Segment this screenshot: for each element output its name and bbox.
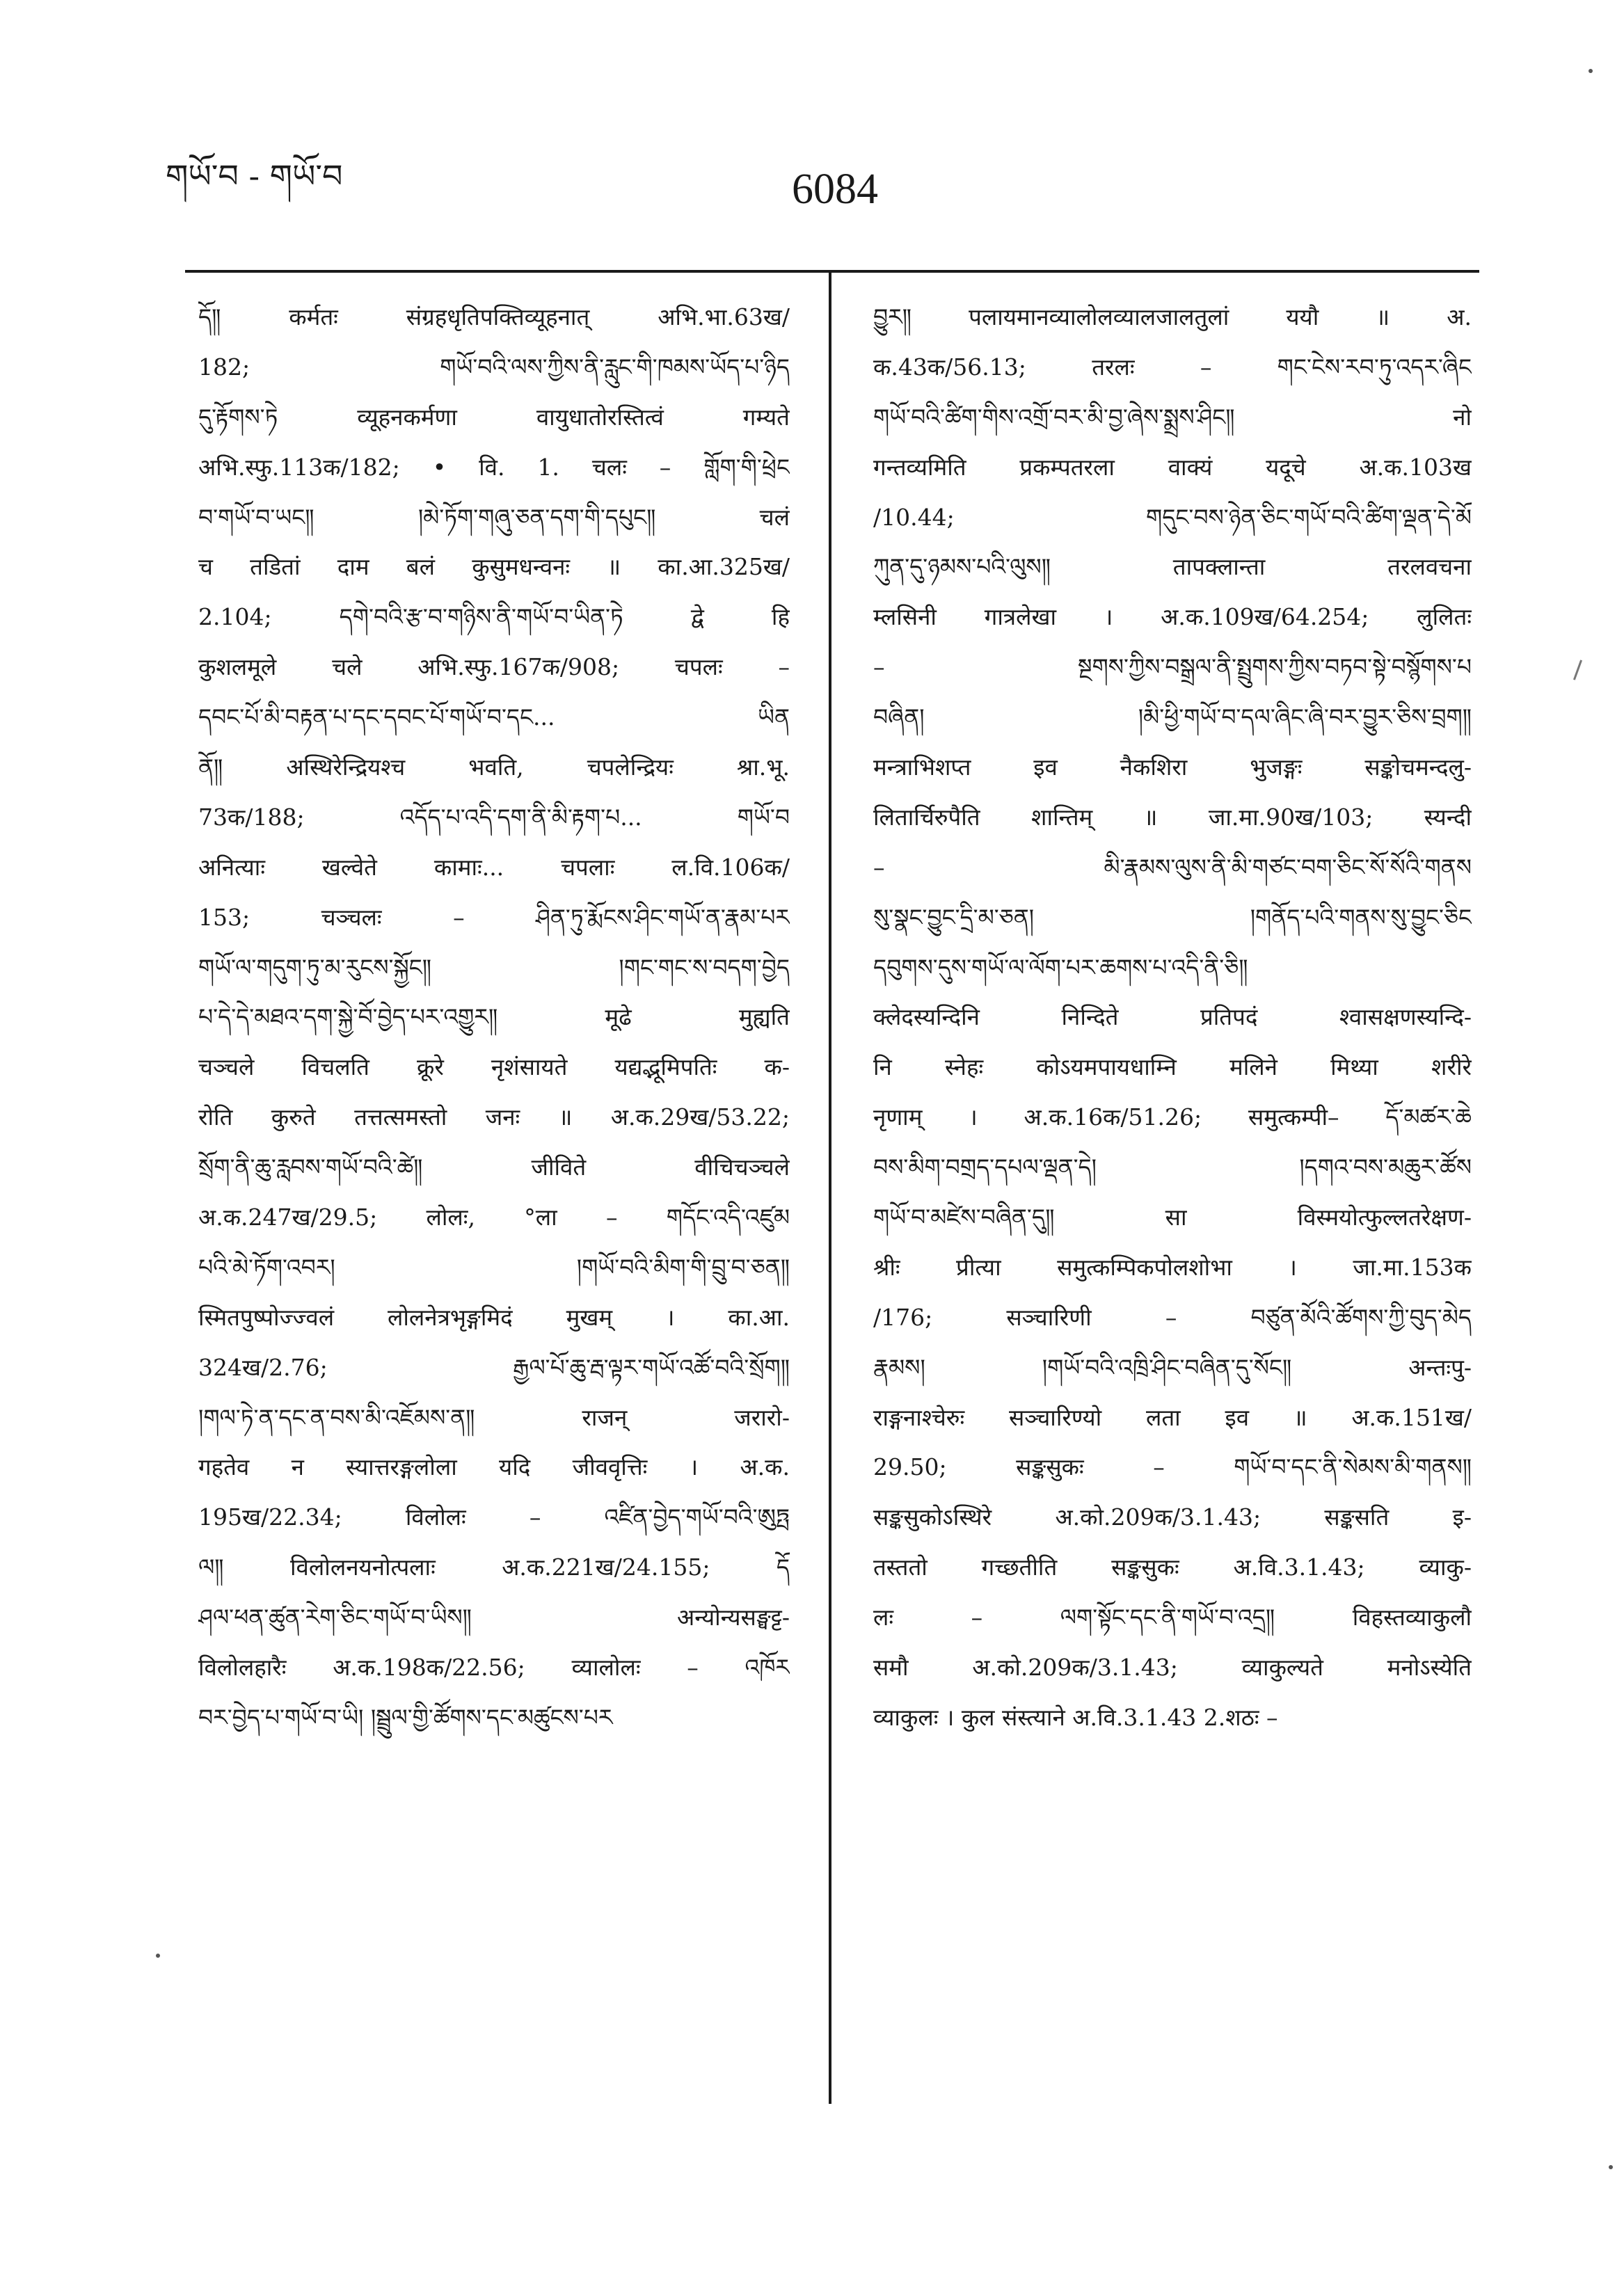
text-line: བས་མིག་བགྲད་དཔལ་ལྡན་དེ། །དགའ་བས་མཆུར་ཚོས: [873, 1154, 1472, 1181]
text-line: गन्तव्यमिति प्रकम्पतरला वाक्यं यदूचे अ.क.103ख: [873, 453, 1472, 481]
text-line: कुशलमूले चले अभि.स्फु.167क/908; चपलः –: [198, 653, 790, 681]
header-rule: [185, 270, 1479, 273]
text-line: गहतेव न स्यात्तरङ्गलोला यदि जीववृत्तिः । अ.क.: [198, 1453, 790, 1481]
text-line: /10.44; གདུང་བས་ཉེན་ཅིང་གཡོ་བའི་ཚིག་ལྡན་དེ་མོ: [873, 503, 1472, 531]
text-line: 2.104; དགེ་བའི་རྩ་བ་གཉིས་ནི་གཡོ་བ་ཡིན་ཏེ द्वे हि: [198, 603, 790, 631]
text-line: लितार्चिरुपैति शान्तिम् ॥ जा.मा.90ख/103; स्यन्दी: [873, 803, 1472, 831]
text-line: 29.50; सङ्कसुकः – གཡོ་བ་དང་ནི་སེམས་མི་གནས༎: [873, 1453, 1472, 1481]
text-line: च तडितां दाम बलं कुसुमधन्वनः ॥ का.आ.325ख/: [198, 553, 790, 581]
text-line: ནོ༎ अस्थिरेन्द्रियश्च भवति, चपलेन्द्रियः श्रा.भू.: [198, 753, 790, 781]
text-line: 73क/188; འདོད་པ་འདི་དག་ནི་མི་རྟག་པ... གཡོ་བ: [198, 803, 790, 831]
page-number: 6084: [792, 166, 878, 213]
text-line: དབུགས་དུས་གཡོ་ལ་ལོག་པར་ཆགས་པ་འདི་ནི་ཅི༎: [873, 953, 1248, 981]
text-line: क.43क/56.13; तरलः – གང་ངེས་རབ་ཏུ་འདར་ཞིང: [873, 353, 1472, 381]
text-line: रोति कुरुते तत्तत्समस्तो जनः ॥ अ.क.29ख/53.22;: [198, 1103, 790, 1131]
text-line: གཡོ་བ་མཛེས་བཞིན་དུ༎ सा विस्मयोत्फुल्लतरेक्षण-: [873, 1204, 1472, 1231]
text-line: བྱུར༎ पलायमानव्यालोलव्यालजालतुलां ययौ ॥ अ.: [873, 303, 1472, 330]
text-line: །གལ་ཏེ་ན་དང་ན་བས་མི་འཇོམས་ན༎ राजन् जरारो-: [198, 1403, 790, 1431]
text-line: राङ्गनाश्चेरुः सञ्चारिण्यो लता इव ॥ अ.क.151ख/: [873, 1403, 1472, 1431]
text-line: समौ अ.को.209क/3.1.43; व्याकुल्यते मनोऽस्येति: [873, 1654, 1472, 1682]
text-line: དུ་རྟོགས་ཏེ व्यूहनकर्मणा वायुधातोरस्तित्वं गम्यते: [198, 403, 790, 431]
text-line: स्मितपुष्पोज्ज्वलं लोलनेत्रभृङ्गमिदं मुखम् । का.आ.: [198, 1303, 790, 1331]
text-line: सङ्कसुकोऽस्थिरे अ.को.209क/3.1.43; सङ्कसति इ-: [873, 1503, 1472, 1531]
text-line: པའི་མེ་ཏོག་འབར། །གཡོ་བའི་མིག་གི་བྲུ་བ་ཅན༎: [198, 1253, 790, 1281]
text-line: ཤལ་ཕན་ཚུན་རེག་ཅིང་གཡོ་བ་ཡིས༎ अन्योन्यसङ्घट्ट-: [198, 1604, 790, 1631]
text-line: – སྔགས་ཀྱིས་བསྒྲལ་ནི་སྤྲུགས་ཀྱིས་བཏབ་སྟེ་བསྙོགས་པ: [873, 653, 1472, 681]
text-line: རྣམས། །གཡོ་བའི་འཁྲི་ཤིང་བཞིན་དུ་སོང༎ अन्तःपु-: [873, 1353, 1472, 1381]
text-line: अनित्याः खल्वेते कामाः... चपलाः ल.वि.106क/: [198, 853, 790, 881]
text-line: विलोलहारैः अ.क.198क/22.56; व्यालोलः – འཁོར: [198, 1654, 790, 1682]
left-column: [198, 292, 790, 1743]
text-line: लः – ལག་སྟོང་དང་ནི་གཡོ་བ་འདྲ༎ विहस्तव्याकुलौ: [873, 1604, 1472, 1631]
text-line: चञ्चले विचलति क्रूरे नृशंसायते यद्यद्भूमिपतिः क-: [198, 1053, 790, 1081]
text-line: སུ་སྣང་བྱུང་དྲི་མ་ཅན། །གནོད་པའི་གནས་སུ་བྱུང་ཅིང: [873, 903, 1472, 931]
text-line: 182; གཡོ་བའི་ལས་ཀྱིས་ནི་རླུང་གི་ཁམས་ཡོད་པ་ཉིད: [198, 353, 790, 381]
scan-speck: [1609, 2165, 1613, 2169]
text-line: म्लसिनी गात्रलेखा । अ.क.109ख/64.254; लुलितः: [873, 603, 1472, 631]
running-head: གཡོ་བ - གཡོ་བ: [166, 157, 343, 195]
text-line: क्लेदस्यन्दिनि निन्दिते प्रतिपदं श्वासक्षणस्यन्दि-: [873, 1003, 1472, 1031]
text-line: 153; चञ्चलः – ཤིན་ཏུ་རྨོངས་ཤིང་གཡོ་ན་རྣམ་པར: [198, 903, 790, 931]
scan-speck: [156, 1954, 160, 1958]
text-line: སྲོག་ནི་ཆུ་རླབས་གཡོ་བའི་ཚེ༎ जीविते वीचिचञ्चले: [198, 1154, 790, 1181]
text-line: नि स्नेहः कोऽयमपायधाम्नि मलिने मिथ्या शरीरे: [873, 1053, 1472, 1081]
text-line: པ་དེ་དེ་མཐའ་དག་སྐྱེ་བོ་བྱེད་པར་འགྱུར༎ मूढे मुह्यति: [198, 1003, 790, 1031]
text-line: ཀུན་དུ་ཉམས་པའི་ལུས༎ तापक्लान्ता तरलवचना: [873, 553, 1472, 581]
text-line: अ.क.247ख/29.5; लोलः, °ला – གདོང་འདི་འཛུམ: [198, 1204, 790, 1231]
text-line: नृणाम् । अ.क.16क/51.26; समुत्कम्पी– དོ་མཚར་ཆེ: [873, 1103, 1472, 1131]
text-line: तस्ततो गच्छतीति सङ्कसुकः अ.वि.3.1.43; व्याकु-: [873, 1554, 1472, 1581]
text-line: གཡོ་ལ་གདུག་ཏུ་མ་རུངས་སྐྱོང༎ །གང་གང་ས་བདག་བྱེད: [198, 953, 790, 981]
text-line: 324ख/2.76; རྒྱལ་པོ་ཆུ་རྦ་ལྟར་གཡོ་འཚོ་བའི་སྲོག༎: [198, 1353, 790, 1381]
text-line: བར་བྱེད་པ་གཡོ་བ་ཡི། །སྦྲུལ་གྱི་ཚོགས་དང་མཚུངས་པར: [198, 1703, 613, 1731]
text-line: བཞིན། །མི་ཕྱི་གཡོ་བ་དལ་ཞིང་ཞི་བར་བྱུར་ཅིས་བྲག༎: [873, 703, 1472, 731]
text-line: व्याकुलः । कुल संस्त्याने अ.वि.3.1.43 2.शठः –: [873, 1703, 1278, 1731]
column-divider: [829, 273, 831, 2104]
text-line: ལ༎ विलोलनयनोत्पलाः अ.क.221ख/24.155; དོ: [198, 1554, 790, 1581]
text-line: अभि.स्फु.113क/182; • वि. 1. चलः – གློག་གི་ཕྲེང: [198, 453, 790, 481]
right-column: [873, 292, 1472, 1743]
text-line: བ་གཡོ་བ་ཡང༎ །མེ་ཏོག་གཞུ་ཅན་དག་གི་དཔུང༎ चलं: [198, 503, 790, 531]
text-line: དབང་པོ་མི་བརྟན་པ་དང་དབང་པོ་གཡོ་བ་དང... ཡིན: [198, 703, 790, 731]
text-line: – མི་རྣམས་ལུས་ནི་མི་གཙང་བག་ཅིང་སོ་སོའི་གནས: [873, 853, 1472, 881]
text-line: /176; सञ्चारिणी – བཙུན་མོའི་ཚོགས་ཀྱི་བུད་མེད: [873, 1303, 1472, 1331]
text-line: དོ༎ कर्मतः संग्रहधृतिपक्तिव्यूहनात् अभि.भा.63ख/: [198, 303, 790, 330]
scan-speck: [1589, 69, 1593, 73]
text-line: श्रीः प्रीत्या समुत्कम्पिकपोलशोभा । जा.मा.153क: [873, 1253, 1472, 1281]
text-line: मन्त्राभिशप्त इव नैकशिरा भुजङ्गः सङ्कोचमन्दलु-: [873, 753, 1472, 781]
text-line: 195ख/22.34; विलोलः – འཛིན་བྱེད་གཡོ་བའི་ཨུཏྤ: [198, 1503, 790, 1531]
text-line: གཡོ་བའི་ཚིག་གིས་འགྲོ་བར་མི་བྱ་ཞེས་སྨྲས་ཤིང༎ नो: [873, 403, 1472, 431]
scan-mark: [1573, 660, 1582, 680]
